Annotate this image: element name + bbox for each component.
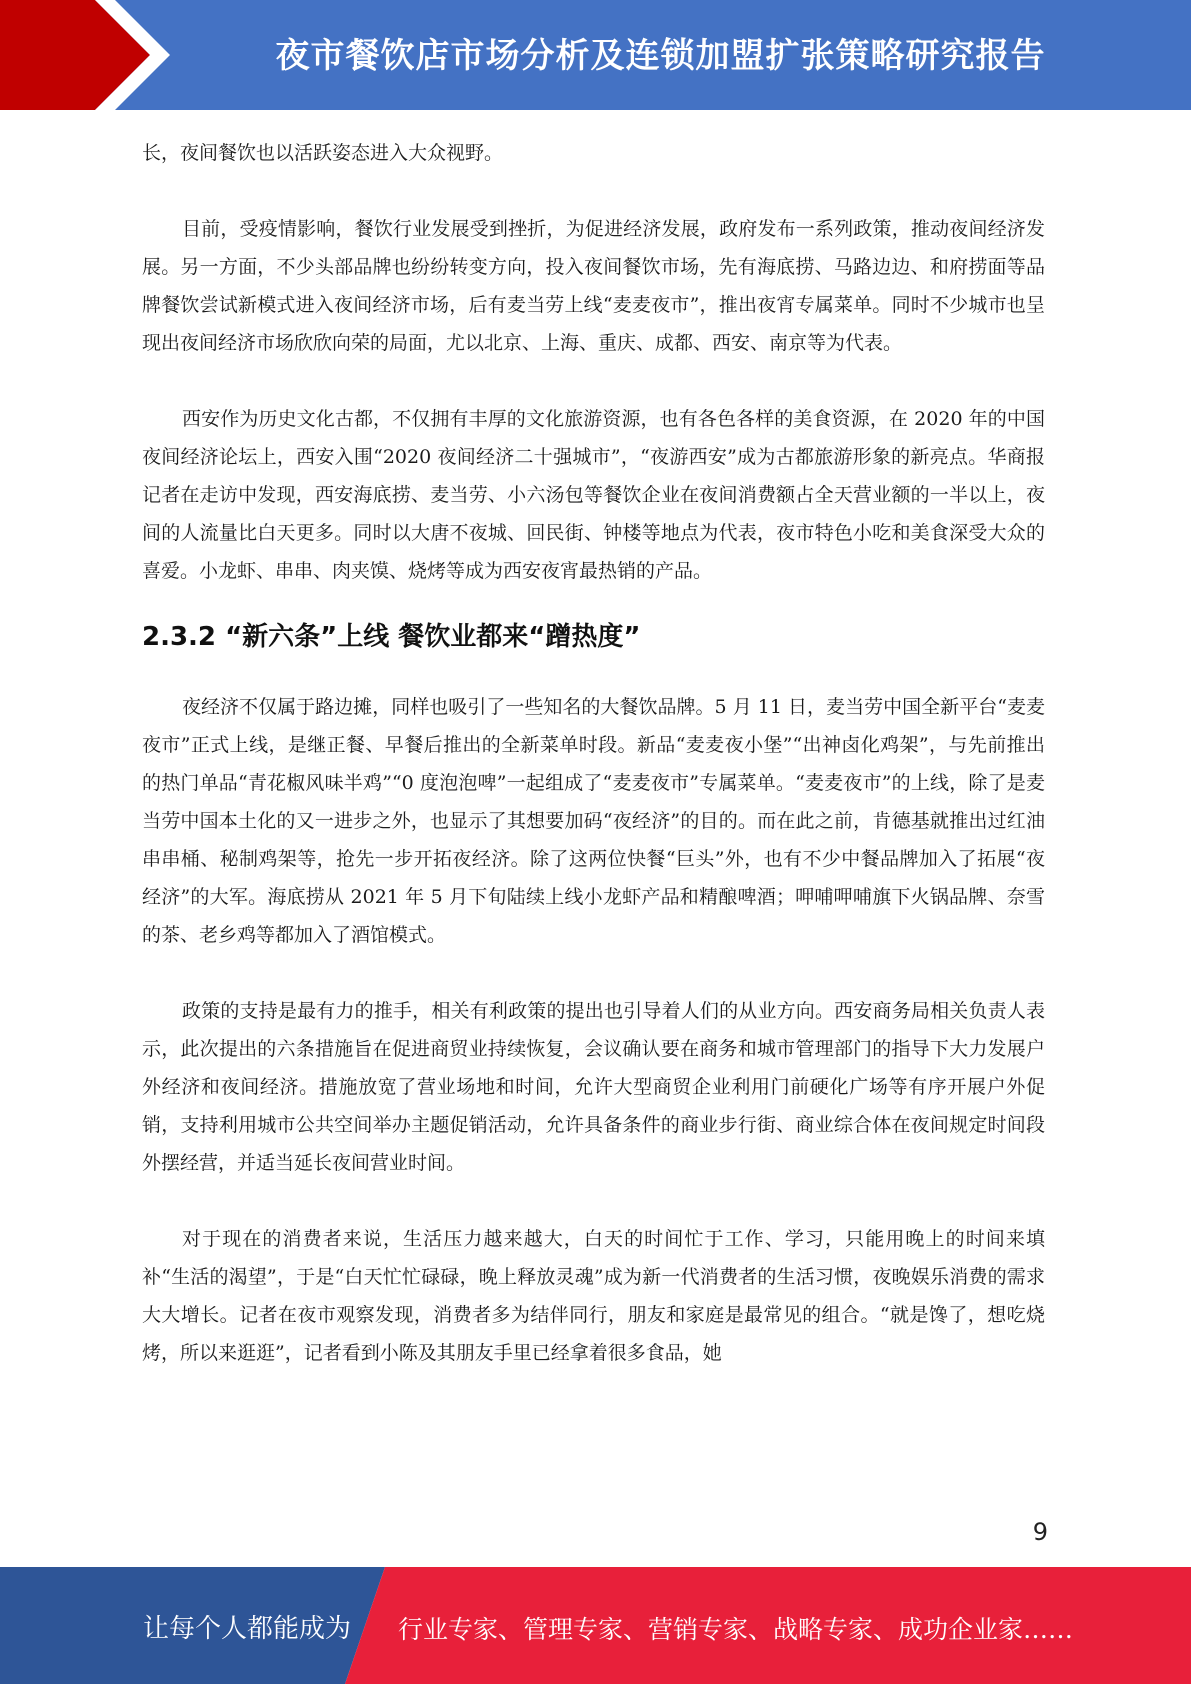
footer-slogan-right: 行业专家、管理专家、营销专家、战略专家、成功企业家…… <box>398 1615 1074 1644</box>
paragraph-4: 夜经济不仅属于路边摊，同样也吸引了一些知名的大餐饮品牌。5 月 11 日，麦当劳中国全新平台“麦麦夜市”正式上线，是继正餐、早餐后推出的全新菜单时段。新品“麦麦夜小堡”“出神卤化鸡架”，与先前推出的热门单品“青花椒风味半鸡”“0 度泡泡啤”一起组成了“麦麦夜市”专属菜单。“麦麦夜市”的上线，除了是麦当劳中国本土化的又一进步之外，也显示了其想要加码“夜经济”的目的。而在此之前，肯德基就推出过红油串串桶、秘制鸡架等，抢先一步开拓夜经济。除了这两位快餐“巨头”外，也有不少中餐品牌加入了拓展“夜经济”的大军。海底捞从 2021 年 5 月下旬陆续上线小龙虾产品和精酿啤酒；呷哺呷哺旗下火锅品牌、奈雪的茶、老乡鸡等都加入了酒馆模式。 <box>142 696 1045 946</box>
main-content <box>142 134 1045 1372</box>
footer-slogan-left: 让每个人都能成为 <box>143 1614 352 1644</box>
paragraph-2: 目前，受疫情影响，餐饮行业发展受到挫折，为促进经济发展，政府发布一系列政策，推动夜间经济发展。另一方面，不少头部品牌也纷纷转变方向，投入夜间餐饮市场，先有海底捞、马路边边、和府捞面等品牌餐饮尝试新模式进入夜间经济市场，后有麦当劳上线“麦麦夜市”，推出夜宵专属菜单。同时不少城市也呈现出夜间经济市场欣欣向荣的局面，尤以北京、上海、重庆、成都、西安、南京等为代表。 <box>142 218 1045 354</box>
section-heading: 2.3.2 “新六条”上线 餐饮业都来“蹭热度” <box>142 622 641 652</box>
paragraph-6: 对于现在的消费者来说，生活压力越来越大，白天的时间忙于工作、学习，只能用晚上的时间来填补“生活的渴望”，于是“白天忙忙碌碌，晚上释放灵魂”成为新一代消费者的生活习惯，夜晚娱乐消费的需求大大增长。记者在夜市观察发现，消费者多为结伴同行，朋友和家庭是最常见的组合。“就是馋了，想吃烧烤，所以来逛逛”，记者看到小陈及其朋友手里已经拿着很多食品，她 <box>142 1228 1045 1364</box>
page-number: 9 <box>1032 1518 1048 1546</box>
page-footer <box>0 1567 1191 1684</box>
paragraph-3: 西安作为历史文化古都，不仅拥有丰厚的文化旅游资源，也有各色各样的美食资源，在 2020 年的中国夜间经济论坛上，西安入围“2020 夜间经济二十强城市”，“夜游西安”成为古都旅游形象的新亮点。华商报记者在走访中发现，西安海底捞、麦当劳、小六汤包等餐饮企业在夜间消费额占全天营业额的一半以上，夜间的人流量比白天更多。同时以大唐不夜城、回民街、钟楼等地点为代表，夜市特色小吃和美食深受大众的喜爱。小龙虾、串串、肉夹馍、烧烤等成为西安夜宵最热销的产品。 <box>142 408 1045 582</box>
paragraph-1: 长，夜间餐饮也以活跃姿态进入大众视野。 <box>142 142 504 164</box>
page-header <box>0 0 1191 110</box>
paragraph-5: 政策的支持是最有力的推手，相关有利政策的提出也引导着人们的从业方向。西安商务局相关负责人表示，此次提出的六条措施旨在促进商贸业持续恢复，会议确认要在商务和城市管理部门的指导下大力发展户外经济和夜间经济。措施放宽了营业场地和时间，允许大型商贸企业利用门前硬化广场等有序开展户外促销，支持利用城市公共空间举办主题促销活动，允许具备条件的商业步行街、商业综合体在夜间规定时间段外摆经营，并适当延长夜间营业时间。 <box>142 1000 1045 1174</box>
header-title: 夜市餐饮店市场分析及连锁加盟扩张策略研究报告 <box>275 36 1046 76</box>
